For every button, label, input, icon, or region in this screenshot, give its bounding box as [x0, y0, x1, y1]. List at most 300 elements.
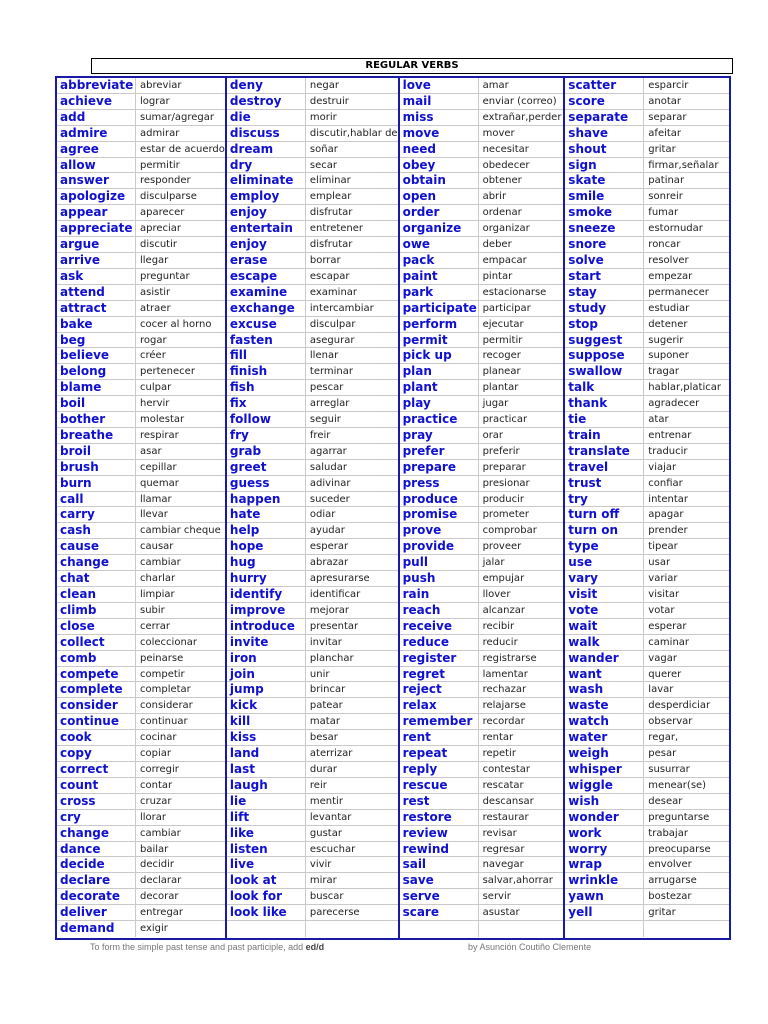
verb-english: promise: [400, 507, 479, 522]
verb-english: rescue: [400, 778, 479, 793]
verb-spanish: empezar: [648, 270, 693, 282]
table-row: [227, 873, 398, 889]
table-row: [400, 380, 564, 396]
verb-spanish: usar: [648, 557, 671, 569]
table-row: [227, 110, 398, 126]
table-row: [565, 889, 729, 905]
verb-spanish: prometer: [482, 509, 530, 521]
verb-english: snore: [565, 237, 644, 252]
verb-spanish: entretener: [309, 223, 364, 235]
verb-spanish: vagar: [648, 652, 677, 664]
table-row: [565, 762, 729, 778]
table-row: [565, 667, 729, 683]
verb-english: rain: [400, 587, 479, 602]
verb-english: open: [400, 189, 479, 204]
verb-spanish: desperdiciar: [648, 700, 711, 712]
verb-spanish: recoger: [482, 350, 521, 362]
verb-english: prefer: [400, 444, 479, 459]
verb-spanish: mirar: [309, 875, 337, 887]
verb-spanish: hervir: [140, 398, 170, 410]
table-row: [57, 269, 225, 285]
verb-english: try: [565, 492, 644, 507]
verb-english: press: [400, 476, 479, 491]
table-row: [400, 810, 564, 826]
verb-english: chat: [57, 571, 136, 586]
table-row: [565, 619, 729, 635]
verb-spanish: viajar: [648, 461, 677, 473]
table-row: [565, 221, 729, 237]
table-row: [227, 237, 398, 253]
verb-english: review: [400, 826, 479, 841]
verb-spanish: rescatar: [482, 779, 524, 791]
verb-spanish: hablar,platicar: [648, 382, 721, 394]
table-row: [565, 158, 729, 174]
verb-english: order: [400, 205, 479, 220]
table-row: [227, 587, 398, 603]
verb-english: plan: [400, 364, 479, 379]
verb-spanish: corregir: [140, 763, 179, 775]
verb-spanish: esperar: [309, 541, 349, 553]
table-row: [565, 842, 729, 858]
verb-spanish: menear(se): [648, 779, 707, 791]
verb-english: miss: [400, 110, 479, 125]
table-row: [400, 396, 564, 412]
table-row: [227, 857, 398, 873]
verb-english: decorate: [57, 889, 136, 904]
verb-english: turn off: [565, 507, 644, 522]
verb-english: breathe: [57, 428, 136, 443]
table-row: [57, 682, 225, 698]
verb-english: fill: [227, 348, 306, 363]
verb-spanish: aterrizar: [309, 748, 353, 760]
verb-spanish: variar: [648, 573, 678, 585]
verb-spanish: estacionarse: [482, 286, 547, 298]
verb-spanish: [644, 921, 729, 937]
verb-english: escape: [227, 269, 306, 284]
table-row: [227, 492, 398, 508]
verb-english: broil: [57, 444, 136, 459]
verb-spanish: reir: [309, 779, 327, 791]
table-row: [227, 826, 398, 842]
verb-spanish: adivinar: [309, 477, 351, 489]
verb-spanish: continuar: [140, 716, 188, 728]
table-row: [400, 317, 564, 333]
verb-english: hug: [227, 555, 306, 570]
verb-spanish: pescar: [309, 382, 344, 394]
verb-english: reach: [400, 603, 479, 618]
verb-spanish: gustar: [309, 827, 342, 839]
table-row: [565, 635, 729, 651]
table-row: [57, 842, 225, 858]
table-row: [57, 635, 225, 651]
verb-spanish: susurrar: [648, 763, 690, 775]
verb-english: cause: [57, 539, 136, 554]
verb-spanish: considerar: [140, 700, 193, 712]
verb-english: sneeze: [565, 221, 644, 236]
table-row: [565, 587, 729, 603]
verb-english: comb: [57, 651, 136, 666]
verb-english: appear: [57, 205, 136, 220]
verb-spanish: caminar: [648, 636, 690, 648]
verb-english: wrap: [565, 857, 644, 872]
verb-spanish: arreglar: [309, 398, 350, 410]
table-row: [565, 126, 729, 142]
verb-english: erase: [227, 253, 306, 268]
verb-spanish: necesitar: [482, 143, 529, 155]
verb-english: agree: [57, 142, 136, 157]
verb-spanish: agradecer: [648, 398, 700, 410]
verb-spanish: recordar: [482, 716, 525, 728]
verb-english: organize: [400, 221, 479, 236]
verb-spanish: limpiar: [140, 589, 175, 600]
verb-english: abbreviate: [57, 78, 136, 93]
footer-note-text: To form the simple past tense and past participle, add: [90, 942, 306, 952]
verb-spanish: disculparse: [140, 191, 197, 203]
verb-english: greet: [227, 460, 306, 475]
verb-english: answer: [57, 173, 136, 188]
verb-spanish: preguntarse: [648, 811, 710, 823]
verb-english: practice: [400, 412, 479, 427]
verb-english: stay: [565, 285, 644, 300]
verb-spanish: confiar: [648, 477, 683, 489]
verb-spanish: obtener: [482, 175, 522, 187]
table-row: [400, 78, 564, 94]
table-row: [227, 428, 398, 444]
verb-spanish: regresar: [482, 843, 525, 855]
verb-english: cook: [57, 730, 136, 745]
verb-spanish: respirar: [140, 429, 179, 441]
verb-english: water: [565, 730, 644, 745]
verb-english: carry: [57, 507, 136, 522]
verb-spanish: atar: [648, 414, 669, 426]
verb-english: lift: [227, 810, 306, 825]
table-row: [400, 762, 564, 778]
table-row: [57, 333, 225, 349]
table-row: [227, 126, 398, 142]
table-row: [400, 189, 564, 205]
table-row: [565, 444, 729, 460]
verb-english: hate: [227, 507, 306, 522]
verb-english: dream: [227, 142, 306, 157]
verb-english: wrinkle: [565, 873, 644, 888]
verb-spanish: durar: [309, 763, 337, 775]
table-row: [400, 794, 564, 810]
verb-english: rewind: [400, 842, 479, 857]
table-row: [565, 810, 729, 826]
verb-spanish: bailar: [140, 843, 169, 855]
verb-english: obtain: [400, 173, 479, 188]
verb-english: save: [400, 873, 479, 888]
table-row: [400, 857, 564, 873]
verb-spanish: escapar: [309, 270, 350, 282]
verb-spanish: abrir: [482, 191, 507, 203]
verb-english: admire: [57, 126, 136, 141]
table-row: [565, 173, 729, 189]
table-row: [227, 523, 398, 539]
table-row: [565, 78, 729, 94]
table-row: [57, 667, 225, 683]
verb-english: achieve: [57, 94, 136, 109]
verb-spanish: competir: [140, 668, 185, 680]
verb-english: belong: [57, 364, 136, 379]
verb-spanish: planchar: [309, 652, 354, 664]
verb-english: scatter: [565, 78, 644, 93]
verb-spanish: besar: [309, 732, 338, 744]
verb-spanish: regar,: [648, 732, 679, 744]
verb-spanish: odiar: [309, 509, 336, 521]
table-row: [57, 428, 225, 444]
verb-spanish: esperar: [648, 620, 687, 632]
verb-spanish: seguir: [309, 414, 341, 426]
verb-spanish: afeitar: [648, 127, 682, 139]
table-row: [227, 603, 398, 619]
verb-column-4: [565, 78, 729, 938]
table-row: [565, 364, 729, 380]
verb-english: perform: [400, 317, 479, 332]
table-row: [565, 412, 729, 428]
verb-spanish: rogar: [140, 334, 167, 346]
verb-english: pack: [400, 253, 479, 268]
verb-english: attend: [57, 285, 136, 300]
table-row: [565, 571, 729, 587]
verb-spanish: contestar: [482, 763, 530, 775]
verb-english: smoke: [565, 205, 644, 220]
table-row: [227, 698, 398, 714]
verb-english: play: [400, 396, 479, 411]
verb-spanish: estornudar: [648, 223, 703, 235]
verb-english: rest: [400, 794, 479, 809]
verb-spanish: aparecer: [140, 207, 185, 219]
verb-spanish: molestar: [140, 414, 185, 426]
verb-spanish: identificar: [309, 589, 361, 600]
verb-spanish: decidir: [140, 859, 175, 871]
table-row: [565, 460, 729, 476]
verb-english: push: [400, 571, 479, 586]
verb-spanish: cerrar: [140, 620, 170, 632]
verb-english: believe: [57, 348, 136, 363]
table-row: [400, 873, 564, 889]
verb-english: worry: [565, 842, 644, 857]
verb-english: walk: [565, 635, 644, 650]
table-row: [400, 635, 564, 651]
verb-spanish: descansar: [482, 795, 534, 807]
table-row: [227, 730, 398, 746]
table-row: [227, 78, 398, 94]
table-row: [57, 778, 225, 794]
verb-english: identify: [227, 587, 306, 602]
verb-english: sign: [565, 158, 644, 173]
table-row: [57, 142, 225, 158]
verb-spanish: participar: [482, 302, 531, 314]
verb-english: [400, 921, 479, 937]
verb-spanish: producir: [482, 493, 525, 505]
verb-english: study: [565, 301, 644, 316]
table-row: [565, 905, 729, 921]
table-row: [565, 507, 729, 523]
verb-table: [55, 76, 731, 940]
verb-english: employ: [227, 189, 306, 204]
verb-english: enjoy: [227, 237, 306, 252]
table-row: [57, 460, 225, 476]
verb-spanish: entrenar: [648, 429, 692, 441]
table-row: [565, 651, 729, 667]
verb-english: vary: [565, 571, 644, 586]
verb-spanish: peinarse: [140, 652, 184, 664]
verb-spanish: mejorar: [309, 604, 350, 616]
verb-english: consider: [57, 698, 136, 713]
verb-spanish: revisar: [482, 827, 517, 839]
verb-column-2: [227, 78, 400, 938]
verb-english: arrive: [57, 253, 136, 268]
verb-spanish: disculpar: [309, 318, 356, 330]
verb-english: happen: [227, 492, 306, 507]
table-row: [57, 348, 225, 364]
table-row: [227, 905, 398, 921]
verb-english: change: [57, 826, 136, 841]
verb-spanish: ayudar: [309, 525, 345, 537]
verb-spanish: completar: [140, 684, 191, 696]
verb-english: climb: [57, 603, 136, 618]
table-row: [57, 380, 225, 396]
table-row: [227, 460, 398, 476]
verb-english: pick up: [400, 348, 479, 363]
table-row: [57, 285, 225, 301]
verb-english: prove: [400, 523, 479, 538]
table-row: [400, 523, 564, 539]
verb-english: cry: [57, 810, 136, 825]
verb-english: call: [57, 492, 136, 507]
verb-english: wash: [565, 682, 644, 697]
table-row: [57, 603, 225, 619]
verb-english: jump: [227, 682, 306, 697]
verb-english: bake: [57, 317, 136, 332]
verb-english: hurry: [227, 571, 306, 586]
table-row: [57, 78, 225, 94]
verb-english: appreciate: [57, 221, 136, 236]
verb-spanish: atraer: [140, 302, 171, 314]
table-row: [565, 857, 729, 873]
verb-spanish: envolver: [648, 859, 692, 871]
table-row: [57, 619, 225, 635]
table-row: [227, 762, 398, 778]
table-row: [227, 205, 398, 221]
table-row: [57, 94, 225, 110]
table-row: [400, 921, 564, 937]
verb-spanish: deber: [482, 239, 512, 251]
table-row: [57, 205, 225, 221]
table-row: [565, 778, 729, 794]
verb-english: talk: [565, 380, 644, 395]
verb-english: fasten: [227, 333, 306, 348]
verb-spanish: discutir,hablar de: [309, 127, 398, 139]
verb-spanish: [479, 921, 564, 937]
verb-english: look at: [227, 873, 306, 888]
verb-english: reply: [400, 762, 479, 777]
verb-english: exchange: [227, 301, 306, 316]
verb-spanish: coleccionar: [140, 636, 198, 648]
verb-spanish: extrañar,perder: [482, 111, 562, 123]
table-row: [227, 142, 398, 158]
table-row: [57, 158, 225, 174]
verb-spanish: borrar: [309, 254, 341, 266]
verb-spanish: esparcir: [648, 80, 689, 91]
verb-spanish: tragar: [648, 366, 680, 378]
verb-english: solve: [565, 253, 644, 268]
verb-spanish: arrugarse: [648, 875, 697, 887]
verb-spanish: asistir: [140, 286, 171, 298]
table-row: [400, 603, 564, 619]
verb-english: collect: [57, 635, 136, 650]
verb-spanish: detener: [648, 318, 688, 330]
verb-english: skate: [565, 173, 644, 188]
table-row: [227, 221, 398, 237]
verb-spanish: negar: [309, 80, 339, 91]
verb-spanish: bostezar: [648, 891, 692, 903]
verb-english: thank: [565, 396, 644, 411]
table-row: [400, 173, 564, 189]
table-row: [227, 253, 398, 269]
verb-spanish: rechazar: [482, 684, 527, 696]
table-row: [565, 253, 729, 269]
author-credit: by Asunción Coutiño Clemente: [468, 942, 592, 952]
verb-spanish: traducir: [648, 445, 688, 457]
verb-spanish: abrazar: [309, 557, 349, 569]
verb-spanish: sonreir: [648, 191, 683, 203]
verb-english: copy: [57, 746, 136, 761]
verb-english: fix: [227, 396, 306, 411]
verb-spanish: ordenar: [482, 207, 522, 219]
table-row: [227, 842, 398, 858]
verb-english: fry: [227, 428, 306, 443]
table-row: [565, 348, 729, 364]
verb-spanish: contar: [140, 779, 173, 791]
table-row: [57, 444, 225, 460]
verb-spanish: apagar: [648, 509, 684, 521]
verb-spanish: freir: [309, 429, 331, 441]
verb-english: smile: [565, 189, 644, 204]
verb-spanish: parecerse: [309, 907, 360, 919]
verb-spanish: mentir: [309, 795, 343, 807]
verb-spanish: preocuparse: [648, 843, 711, 855]
verb-spanish: permitir: [140, 159, 180, 171]
verb-spanish: terminar: [309, 366, 354, 378]
table-row: [227, 714, 398, 730]
verb-spanish: unir: [309, 668, 330, 680]
verb-spanish: orar: [482, 429, 504, 441]
table-row: [565, 189, 729, 205]
table-row: [57, 905, 225, 921]
table-row: [57, 189, 225, 205]
verb-english: prepare: [400, 460, 479, 475]
table-row: [57, 126, 225, 142]
table-row: [400, 698, 564, 714]
verb-english: demand: [57, 921, 136, 937]
verb-english: cross: [57, 794, 136, 809]
verb-spanish: llenar: [309, 350, 339, 362]
table-row: [57, 587, 225, 603]
table-row: [57, 555, 225, 571]
verb-english: close: [57, 619, 136, 634]
table-row: [565, 476, 729, 492]
table-row: [400, 221, 564, 237]
table-row: [565, 555, 729, 571]
verb-english: reduce: [400, 635, 479, 650]
verb-spanish: llamar: [140, 493, 172, 505]
verb-english: continue: [57, 714, 136, 729]
table-row: [400, 205, 564, 221]
verb-english: improve: [227, 603, 306, 618]
table-row: [565, 428, 729, 444]
